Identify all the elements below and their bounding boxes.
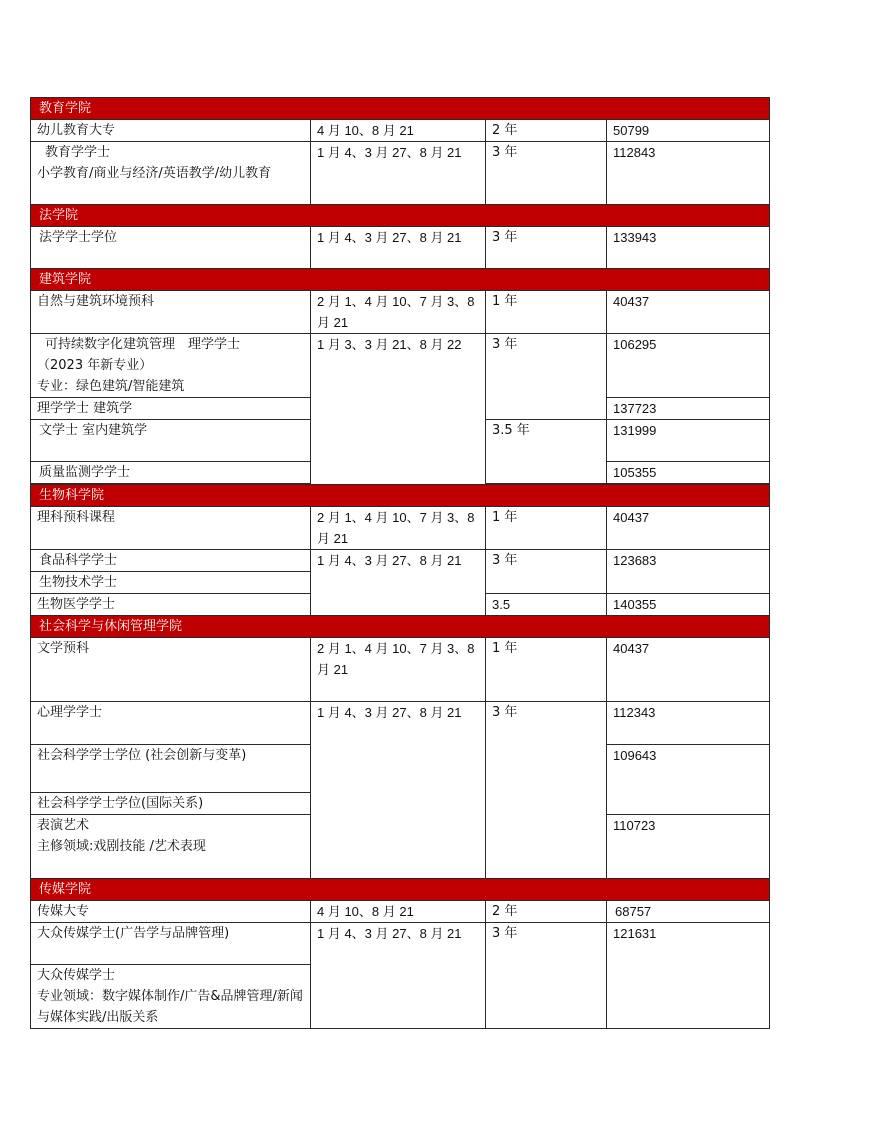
program-cell: 理科预科课程	[31, 507, 311, 550]
section-header-education	[31, 98, 770, 120]
program-cell: 生物医学学士	[31, 594, 311, 616]
intake-cell: 2 月 1、4 月 10、7 月 3、8 月 21	[311, 638, 486, 702]
intake-cell: 1 月 4、3 月 27、8 月 21	[311, 702, 486, 879]
program-title: 表演艺术	[37, 818, 90, 833]
section-title: 传媒学院	[39, 882, 92, 897]
program-cell: 理学学士 建筑学	[31, 398, 311, 420]
section-title: 建筑学院	[39, 272, 92, 287]
program-cell: 质量监测学学士	[31, 462, 311, 484]
table-row	[31, 702, 770, 745]
program-cell	[31, 142, 311, 205]
table-row	[31, 507, 770, 550]
fee-cell: 112843	[607, 142, 770, 205]
duration-cell: 3 年	[486, 550, 607, 594]
fee-cell: 106295	[607, 334, 770, 398]
program-title: 大众传媒学士	[37, 968, 116, 983]
duration-cell: 1 年	[486, 291, 607, 334]
program-note: （2023 年新专业）	[37, 358, 153, 373]
fee-cell: 140355	[607, 594, 770, 616]
program-cell	[31, 334, 311, 398]
fee-cell: 40437	[607, 638, 770, 702]
table-row	[31, 638, 770, 702]
duration-cell: 2 年	[486, 120, 607, 142]
fee-cell: 68757	[607, 901, 770, 923]
duration-cell: 3 年	[486, 227, 607, 269]
program-title: 教育学学士	[45, 145, 111, 160]
fee-cell: 105355	[607, 462, 770, 484]
fee-cell: 133943	[607, 227, 770, 269]
program-cell: 心理学学士	[31, 702, 311, 745]
table-row	[31, 291, 770, 334]
fee-cell: 50799	[607, 120, 770, 142]
fee-cell: 110723	[607, 815, 770, 879]
table-row	[31, 901, 770, 923]
program-cell: 自然与建筑环境预科	[31, 291, 311, 334]
program-cell: 文学士 室内建筑学	[31, 420, 311, 462]
section-title: 社会科学与休闲管理学院	[39, 619, 183, 634]
program-cell	[31, 965, 311, 1029]
duration-cell: 3.5	[486, 594, 607, 616]
intake-cell: 1 月 4、3 月 27、8 月 21	[311, 227, 486, 269]
duration-cell: 3 年	[486, 923, 607, 1029]
table-row	[31, 550, 770, 572]
program-cell: 传媒大专	[31, 901, 311, 923]
table-row	[31, 142, 770, 205]
table-row	[31, 227, 770, 269]
fee-cell: 131999	[607, 420, 770, 462]
program-cell: 大众传媒学士(广告学与品牌管理)	[31, 923, 311, 965]
duration-cell: 1 年	[486, 507, 607, 550]
intake-cell: 1 月 4、3 月 27、8 月 21	[311, 142, 486, 205]
duration-cell: 2 年	[486, 901, 607, 923]
program-title: 可持续数字化建筑管理 理学学士	[45, 337, 241, 352]
section-title: 法学院	[39, 208, 79, 223]
duration-cell: 3 年	[486, 702, 607, 879]
program-cell: 文学预科	[31, 638, 311, 702]
intake-cell: 4 月 10、8 月 21	[311, 901, 486, 923]
intake-cell: 2 月 1、4 月 10、7 月 3、8 月 21	[311, 291, 486, 334]
table-row	[31, 120, 770, 142]
program-cell	[31, 815, 311, 879]
fee-cell: 40437	[607, 507, 770, 550]
intake-cell: 1 月 4、3 月 27、8 月 21	[311, 550, 486, 616]
duration-cell: 3 年	[486, 142, 607, 205]
table-row	[31, 923, 770, 965]
duration-cell: 3 年	[486, 334, 607, 420]
section-header-media	[31, 879, 770, 901]
program-majors: 主修领域:戏剧技能 /艺术表现	[37, 839, 206, 854]
fee-cell: 137723	[607, 398, 770, 420]
intake-cell: 2 月 1、4 月 10、7 月 3、8 月 21	[311, 507, 486, 550]
program-cell: 食品科学学士	[31, 550, 311, 572]
program-table	[30, 97, 770, 1029]
duration-cell: 1 年	[486, 638, 607, 702]
intake-cell: 4 月 10、8 月 21	[311, 120, 486, 142]
program-majors: 小学教育/商业与经济/英语教学/幼儿教育	[37, 166, 272, 181]
section-header-law	[31, 205, 770, 227]
program-cell: 法学学士学位	[31, 227, 311, 269]
program-cell: 生物技术学士	[31, 572, 311, 594]
fee-cell: 121631	[607, 923, 770, 1029]
duration-cell: 3.5 年	[486, 420, 607, 484]
fee-cell: 109643	[607, 745, 770, 815]
section-header-social	[31, 616, 770, 638]
program-cell: 社会科学学士学位 (社会创新与变革)	[31, 745, 311, 793]
section-header-architecture	[31, 269, 770, 291]
fee-cell: 112343	[607, 702, 770, 745]
program-cell: 幼儿教育大专	[31, 120, 311, 142]
fee-cell: 123683	[607, 550, 770, 594]
section-title: 生物科学院	[39, 488, 105, 503]
intake-cell: 1 月 3、3 月 21、8 月 22	[311, 334, 486, 485]
fee-cell: 40437	[607, 291, 770, 334]
program-majors: 专业领域：数字媒体制作/广告&品牌管理/新闻与媒体实践/出版关系	[37, 989, 303, 1025]
program-cell: 社会科学学士学位(国际关系)	[31, 793, 311, 815]
program-majors: 专业：绿色建筑/智能建筑	[37, 379, 185, 394]
section-header-bioscience	[31, 485, 770, 507]
intake-cell: 1 月 4、3 月 27、8 月 21	[311, 923, 486, 1029]
table-row	[31, 334, 770, 398]
section-title: 教育学院	[39, 101, 92, 116]
